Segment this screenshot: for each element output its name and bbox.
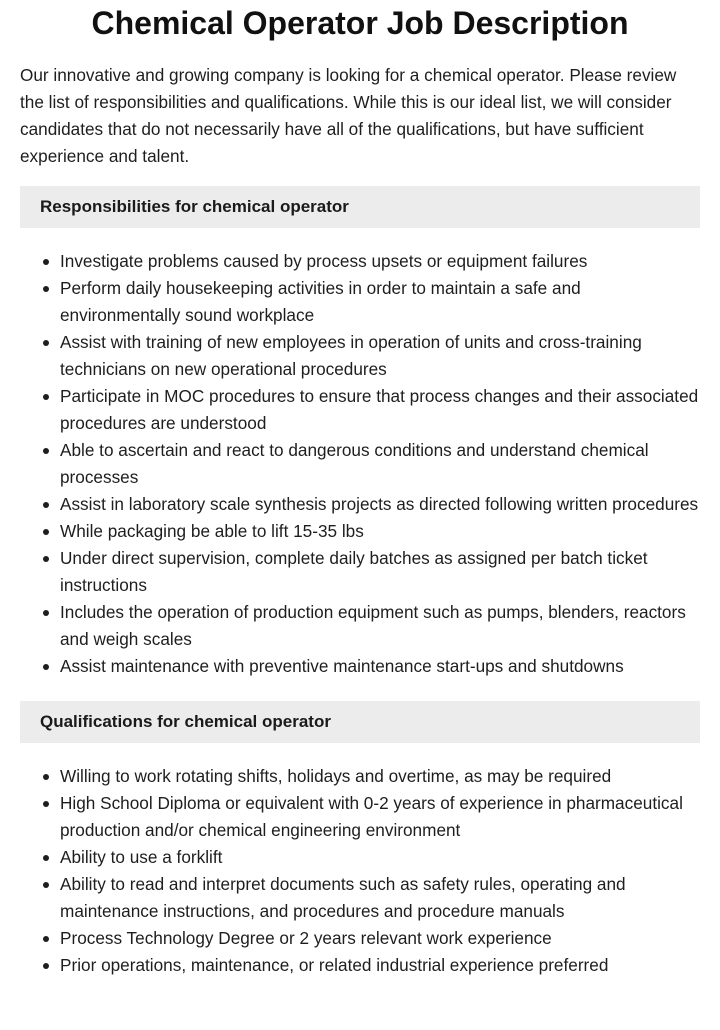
- list-item: Able to ascertain and react to dangerous conditions and understand chemical processes: [20, 437, 700, 491]
- qualifications-list: [20, 763, 700, 979]
- list-item: Prior operations, maintenance, or related industrial experience preferred: [20, 952, 700, 979]
- list-item: Investigate problems caused by process upsets or equipment failures: [20, 248, 700, 275]
- list-item: Includes the operation of production equipment such as pumps, blenders, reactors and weigh scales: [20, 599, 700, 653]
- list-item: Ability to use a forklift: [20, 844, 700, 871]
- list-item: Participate in MOC procedures to ensure that process changes and their associated procedures are understood: [20, 383, 700, 437]
- list-item: Willing to work rotating shifts, holidays and overtime, as may be required: [20, 763, 700, 790]
- page-title: Chemical Operator Job Description: [91, 5, 629, 41]
- list-item: High School Diploma or equivalent with 0-2 years of experience in pharmaceutical production and/or chemical engineering environment: [20, 790, 700, 844]
- list-item: Assist maintenance with preventive maintenance start-ups and shutdowns: [20, 653, 700, 680]
- list-item: Assist with training of new employees in operation of units and cross-training technicians on new operational procedures: [20, 329, 700, 383]
- list-item: Process Technology Degree or 2 years relevant work experience: [20, 925, 700, 952]
- responsibilities-heading: Responsibilities for chemical operator: [20, 186, 700, 228]
- list-item: While packaging be able to lift 15-35 lbs: [20, 518, 700, 545]
- responsibilities-list: [20, 248, 700, 680]
- list-item: Ability to read and interpret documents such as safety rules, operating and maintenance instructions, and procedures and procedure manuals: [20, 871, 700, 925]
- qualifications-heading: Qualifications for chemical operator: [20, 701, 700, 743]
- list-item: Assist in laboratory scale synthesis projects as directed following written procedures: [20, 491, 700, 518]
- list-item: Perform daily housekeeping activities in order to maintain a safe and environmentally sound workplace: [20, 275, 700, 329]
- intro-paragraph: Our innovative and growing company is looking for a chemical operator. Please review the list of responsibilities and qualifications. While this is our ideal list, we will consider candidates that do not necessarily have all of the qualifications, but have sufficient experience and talent.: [20, 65, 677, 166]
- list-item: Under direct supervision, complete daily batches as assigned per batch ticket instructions: [20, 545, 700, 599]
